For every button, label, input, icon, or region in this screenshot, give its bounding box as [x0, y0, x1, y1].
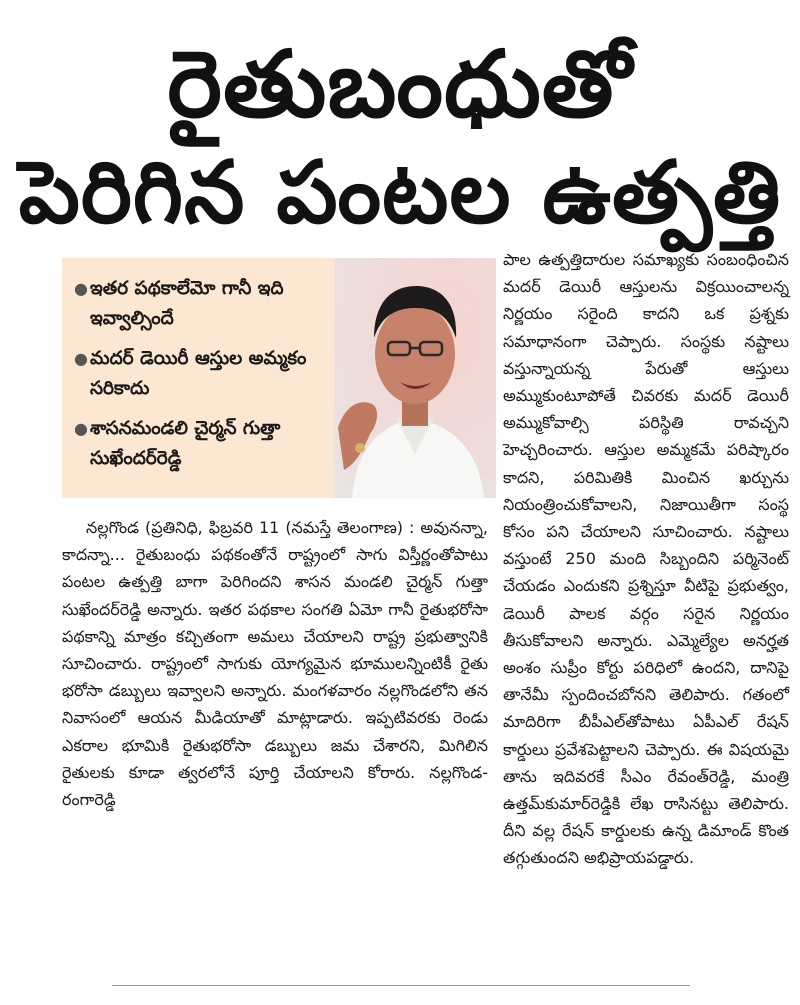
bullet-icon: ● [74, 349, 88, 368]
portrait-illustration [334, 258, 496, 498]
portrait-photo [334, 258, 496, 498]
headline-line-2: పెరిగిన పంటల ఉత్పత్తి [18, 143, 782, 243]
article-paragraph: పాల ఉత్పత్తిదారుల సమాఖ్యకు సంబంధించిన మదర్ డెయిరీ ఆస్తులను విక్రయించాలన్న నిర్ణయం సరైంది కాదని ఒక ప్రశ్నకు సమాధానంగా చెప్పారు. సంస్థకు నష్టాలు వస్తున్నాయన్న పేరుతో ఆస్తులు అమ్ముకుంటూపోతే చివరకు మదర్ డెయిరీ అమ్ముకోవాల్సి పరిస్థితి రావచ్చని హెచ్చరించారు. ఆస్తుల అమ్మకమే పరిష్కారం కాదని, పరిమితికి మించిన ఖర్చును నియంత్రించుకోవాలని, నిజాయితీగా సంస్థ కోసం పని చేయాలని సూచించారు. నష్టాలు వస్తుంటే 250 మంది సిబ్బందిని పర్మినెంట్ చేయడం ఎందుకని ప్రశ్నిస్తూ వీటిపై ప్రభుత్వం, డెయిరీ పాలక వర్గం సరైన నిర్ణయం తీసుకోవాలని అన్నారు. ఎమ్మెల్యేల అనర్హత అంశం సుప్రీం కోర్టు పరిధిలో ఉందని, దానిపై తానేమీ స్పందించబోనని తెలిపారు. గతంలో మాదిరిగా బీపీఎల్‌తోపాటు ఏపీఎల్ రేషన్ కార్డులు ప్రవేశపెట్టాలని చెప్పారు. ఈ విషయమై తాను ఇదివరకే సీఎం రేవంత్‌రెడ్డి, మంత్రి ఉత్తమ్‌కుమార్‌రెడ్డికి లేఖ రాసినట్టు తెలిపారు. దీని వల్ల రేషన్ కార్డులకు ఉన్న డిమాండ్ కొంత తగ్గుతుందని అభిప్రాయపడ్డారు. [503, 250, 789, 868]
callout-box [62, 258, 334, 498]
callout-item [74, 344, 334, 404]
callout-text: మదర్ డెయిరీ ఆస్తుల అమ్మకం సరికాదు [90, 348, 307, 399]
headline-line-1: రైతుబంధుతో [167, 31, 633, 138]
callout-item [74, 274, 334, 334]
callout-text: శాసనమండలి చైర్మన్ గుత్తా సుఖేందర్‌రెడ్డి [90, 418, 281, 469]
callout-text: ఇతర పథకాలేమో గానీ ఇది ఇవ్వాల్సిందే [90, 278, 284, 329]
callout-item [74, 414, 334, 474]
bullet-icon: ● [74, 279, 88, 298]
callout-list [62, 258, 334, 474]
article-column-left [62, 514, 488, 813]
bottom-divider [112, 985, 690, 986]
article-column-right [503, 246, 789, 872]
bullet-icon: ● [74, 419, 88, 438]
article-paragraph: నల్లగొండ (ప్రతినిధి, ఫిబ్రవరి 11 (నమస్తే తెలంగాణ) : అవునన్నా, కాదన్నా... రైతుబంధు పథకంతోనే రాష్ట్రంలో సాగు విస్తీర్ణంతోపాటు పంటల ఉత్పత్తి బాగా పెరిగిందని శాసన మండలి చైర్మన్ గుత్తా సుఖేందర్‌రెడ్డి అన్నారు. ఇతర పథకాల సంగతి ఏమో గానీ రైతుభరోసా పథకాన్ని మాత్రం కచ్చితంగా అమలు చేయాలని రాష్ట్ర ప్రభుత్వానికి సూచించారు. రాష్ట్రంలో సాగుకు యోగ్యమైన భూములన్నింటికీ రైతు భరోసా డబ్బులు ఇవ్వాలని అన్నారు. మంగళవారం నల్లగొండలోని తన నివాసంలో ఆయన మీడియాతో మాట్లాడారు. ఇప్పటివరకు రెండు ఎకరాల భూమికి రైతుభరోసా డబ్బులు జమ చేశారని, మిగిలిన రైతులకు కూడా త్వరలోనే పూర్తి చేయాలని కోరారు. నల్లగొండ-రంగారెడ్డి [62, 518, 488, 810]
